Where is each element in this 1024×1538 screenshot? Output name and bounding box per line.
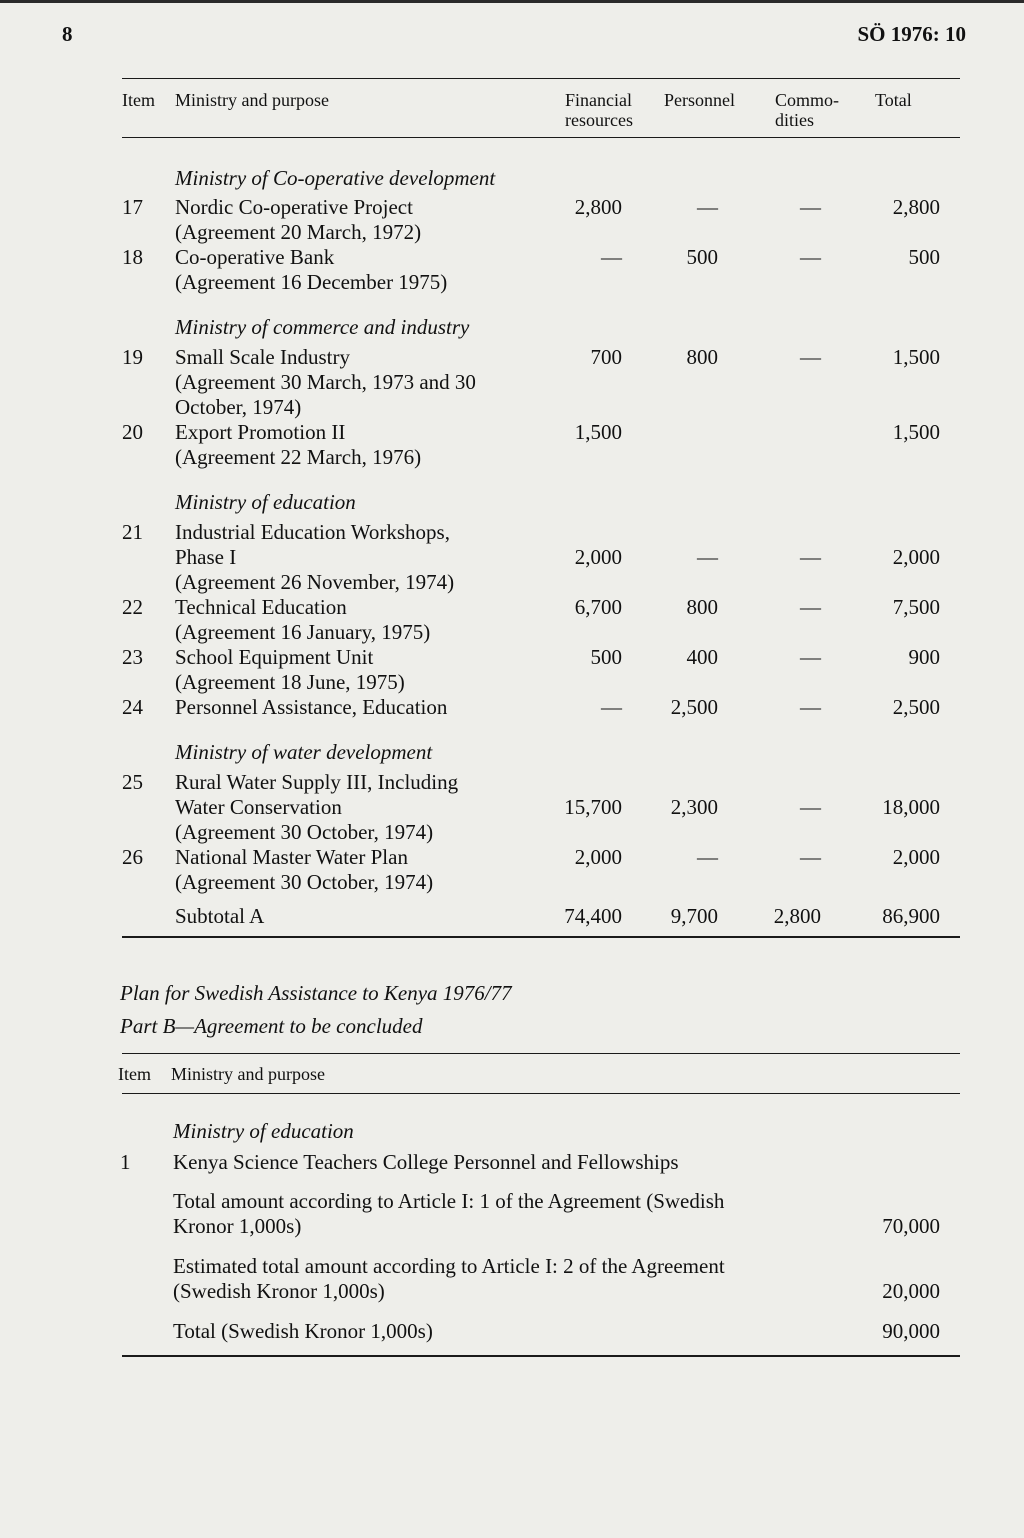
col-financial-l2: resources [565, 110, 633, 130]
row-18-financial: — [601, 245, 622, 269]
row-19-title: Small Scale Industry [175, 345, 350, 369]
row-24-personnel: 2,500 [670, 695, 718, 719]
row-21-financial: 2,000 [574, 545, 622, 569]
row-22-personnel: 800 [686, 595, 718, 619]
row-23-personnel: 400 [686, 645, 718, 669]
row-23-title: School Equipment Unit [175, 645, 374, 669]
row-26-agreement: (Agreement 30 October, 1974) [175, 870, 434, 894]
row-25-title-2: Water Conservation [175, 795, 342, 819]
partB-grand-total-value: 90,000 [882, 1319, 940, 1343]
row-18-agreement: (Agreement 16 December 1975) [175, 270, 448, 294]
row-22-item: 22 [122, 595, 143, 619]
partB-row-1-title: Kenya Science Teachers College Personnel and Fellowships [173, 1150, 679, 1174]
partB-col-item: Item [118, 1064, 151, 1084]
row-25-financial: 15,700 [564, 795, 622, 819]
row-23-agreement: (Agreement 18 June, 1975) [175, 670, 405, 694]
row-19-total: 1,500 [892, 345, 940, 369]
row-21-agreement: (Agreement 26 November, 1974) [175, 570, 455, 594]
row-21-title-1: Industrial Education Workshops, [175, 520, 450, 544]
row-22-commodities: — [800, 595, 821, 619]
row-23-financial: 500 [590, 645, 622, 669]
row-19-item: 19 [122, 345, 143, 369]
row-25-commodities: — [800, 795, 821, 819]
row-17-title: Nordic Co-operative Project [175, 195, 413, 219]
row-17-agreement: (Agreement 20 March, 1972) [175, 220, 422, 244]
row-21-item: 21 [122, 520, 143, 544]
col-commodities-l1: Commo- [775, 90, 840, 110]
partB-total-article-1-line-2: Kronor 1,000s) [173, 1214, 302, 1238]
row-26-personnel: — [697, 845, 718, 869]
row-17-personnel: — [697, 195, 718, 219]
row-22-financial: 6,700 [574, 595, 622, 619]
subtotal-personnel: 9,700 [670, 904, 718, 928]
row-25-title-1: Rural Water Supply III, Including [175, 770, 459, 794]
partB-bottom-rule [122, 1355, 960, 1357]
row-20-title: Export Promotion II [175, 420, 346, 444]
partB-header-rule-top [122, 1053, 960, 1054]
partB-total-article-2-line-1: Estimated total amount according to Article I: 2 of the Agreement [173, 1254, 725, 1278]
row-23-total: 900 [908, 645, 940, 669]
partB-total-article-1-value: 70,000 [882, 1214, 940, 1238]
row-24-item: 24 [122, 695, 143, 719]
row-21-title-2: Phase I [175, 545, 237, 569]
row-20-total: 1,500 [892, 420, 940, 444]
row-26-total: 2,000 [892, 845, 940, 869]
partB-col-purpose: Ministry and purpose [171, 1064, 325, 1084]
row-17-financial: 2,800 [574, 195, 622, 219]
row-25-agreement: (Agreement 30 October, 1974) [175, 820, 434, 844]
row-25-personnel: 2,300 [670, 795, 718, 819]
partA-bottom-rule [122, 936, 960, 938]
row-23-item: 23 [122, 645, 143, 669]
row-19-agreement-2: October, 1974) [175, 395, 302, 419]
row-17-total: 2,800 [892, 195, 940, 219]
page-top-edge [0, 0, 1024, 3]
row-20-item: 20 [122, 420, 143, 444]
row-21-commodities: — [800, 545, 821, 569]
row-24-financial: — [601, 695, 622, 719]
subtotal-total: 86,900 [882, 904, 940, 928]
col-personnel: Personnel [664, 90, 735, 110]
row-25-total: 18,000 [882, 795, 940, 819]
row-18-commodities: — [800, 245, 821, 269]
subtotal-label: Subtotal A [175, 904, 265, 928]
col-total: Total [875, 90, 912, 110]
row-22-agreement: (Agreement 16 January, 1975) [175, 620, 431, 644]
subtotal-financial: 74,400 [564, 904, 622, 928]
partB-total-article-2-line-2: (Swedish Kronor 1,000s) [173, 1279, 385, 1303]
row-20-financial: 1,500 [574, 420, 622, 444]
row-21-personnel: — [697, 545, 718, 569]
col-commodities-l2: dities [775, 110, 814, 130]
header-rule-top [122, 78, 960, 79]
row-24-title: Personnel Assistance, Education [175, 695, 448, 719]
row-19-agreement-1: (Agreement 30 March, 1973 and 30 [175, 370, 476, 394]
row-21-total: 2,000 [892, 545, 940, 569]
row-23-commodities: — [800, 645, 821, 669]
plan-title: Plan for Swedish Assistance to Kenya 1976/77 [120, 981, 512, 1005]
partB-grand-total-label: Total (Swedish Kronor 1,000s) [173, 1319, 433, 1343]
partB-ministry-heading: Ministry of education [173, 1119, 354, 1143]
page-number: 8 [62, 22, 73, 46]
row-26-item: 26 [122, 845, 143, 869]
row-22-title: Technical Education [175, 595, 347, 619]
row-18-personnel: 500 [686, 245, 718, 269]
row-19-commodities: — [800, 345, 821, 369]
col-financial-l1: Financial [565, 90, 632, 110]
row-18-title: Co-operative Bank [175, 245, 335, 269]
subtotal-commodities: 2,800 [773, 904, 821, 928]
row-20-agreement: (Agreement 22 March, 1976) [175, 445, 422, 469]
ministry-heading-water: Ministry of water development [175, 740, 433, 764]
row-26-title: National Master Water Plan [175, 845, 408, 869]
row-17-commodities: — [800, 195, 821, 219]
row-18-total: 500 [908, 245, 940, 269]
row-22-total: 7,500 [892, 595, 940, 619]
partB-row-1-item: 1 [120, 1150, 131, 1174]
row-25-item: 25 [122, 770, 143, 794]
row-26-commodities: — [800, 845, 821, 869]
row-19-personnel: 800 [686, 345, 718, 369]
col-purpose: Ministry and purpose [175, 90, 329, 110]
ministry-heading-cooperative: Ministry of Co-operative development [175, 166, 496, 190]
ministry-heading-education: Ministry of education [175, 490, 356, 514]
ministry-heading-commerce: Ministry of commerce and industry [175, 315, 470, 339]
partB-total-article-1-line-1: Total amount according to Article I: 1 of the Agreement (Swedish [173, 1189, 725, 1213]
document-reference: SÖ 1976: 10 [857, 22, 966, 46]
row-17-item: 17 [122, 195, 143, 219]
part-b-title: Part B—Agreement to be concluded [120, 1014, 423, 1038]
col-item: Item [122, 90, 155, 110]
row-26-financial: 2,000 [574, 845, 622, 869]
row-24-commodities: — [800, 695, 821, 719]
row-24-total: 2,500 [892, 695, 940, 719]
row-18-item: 18 [122, 245, 143, 269]
partB-header-rule-bottom [122, 1093, 960, 1094]
partB-total-article-2-value: 20,000 [882, 1279, 940, 1303]
header-rule-bottom [122, 137, 960, 138]
row-19-financial: 700 [590, 345, 622, 369]
